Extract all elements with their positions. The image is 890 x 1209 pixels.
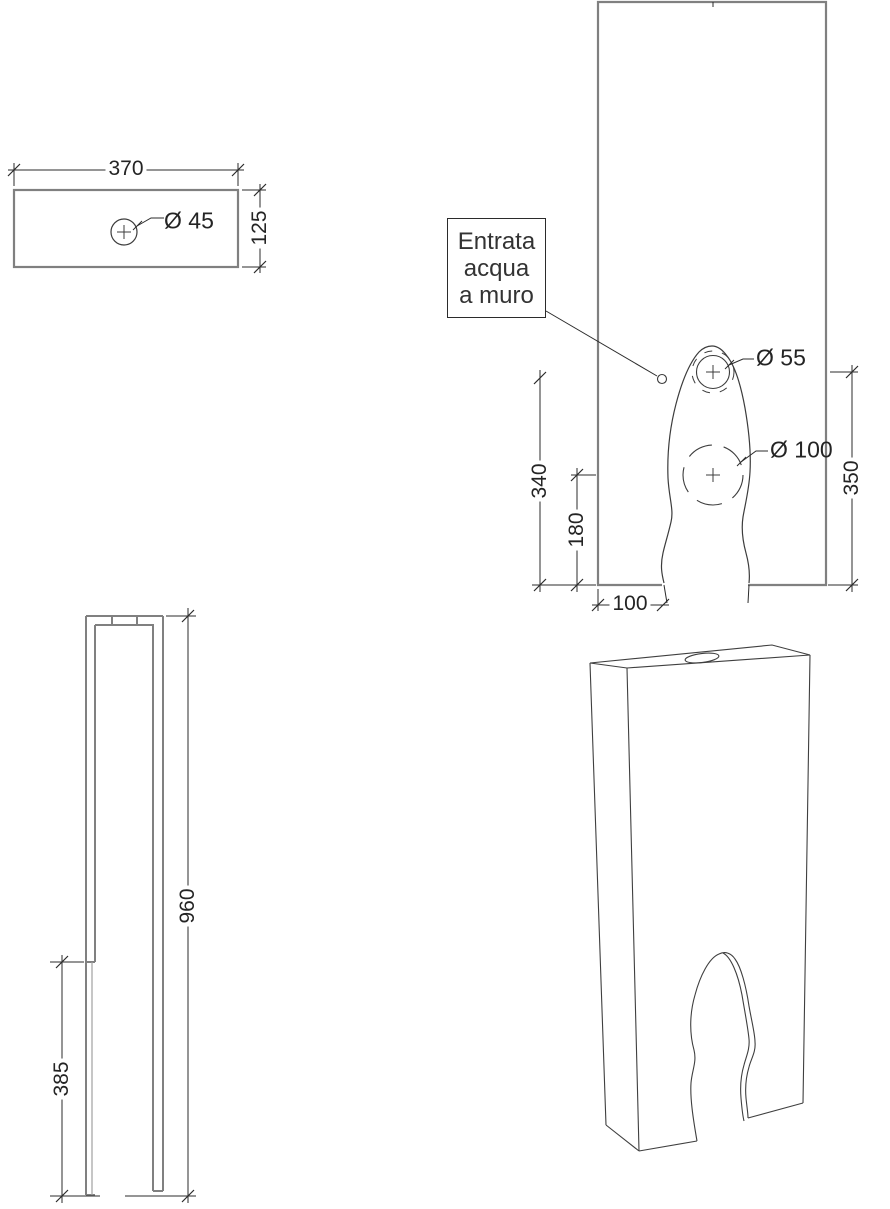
dim-350-label: 350 bbox=[840, 457, 864, 498]
iso-cutout-inner-edge bbox=[723, 953, 749, 1121]
iso-vertical-edges bbox=[590, 655, 810, 1151]
pipe-cutout-outline bbox=[661, 346, 750, 583]
iso-bottom-edges bbox=[606, 1103, 803, 1151]
side-view bbox=[50, 608, 196, 1203]
callout-line-1: Entrata bbox=[457, 227, 536, 255]
hole-55-label: Ø 55 bbox=[756, 344, 806, 371]
dim-340-label: 340 bbox=[528, 460, 552, 501]
dim-180-label: 180 bbox=[565, 509, 589, 550]
dim-125-label: 125 bbox=[248, 207, 272, 248]
callout-leader bbox=[546, 311, 657, 376]
hole-100-center-cross bbox=[706, 468, 720, 482]
hole-100-leader bbox=[741, 451, 768, 462]
dim-960-label: 960 bbox=[176, 885, 200, 926]
hole-45-label: Ø 45 bbox=[164, 207, 214, 234]
water-inlet-callout bbox=[447, 218, 546, 318]
isometric-view bbox=[590, 645, 810, 1151]
iso-cutout-outer-edge bbox=[691, 953, 755, 1141]
hole-100-label: Ø 100 bbox=[770, 436, 833, 463]
dim-370-label: 370 bbox=[105, 157, 146, 181]
dim-100-label: 100 bbox=[609, 592, 650, 616]
side-view-outline bbox=[86, 616, 163, 1195]
front-panel-outline bbox=[598, 2, 826, 585]
cutout-extension-lines bbox=[664, 585, 749, 603]
hole-55-center-cross bbox=[706, 365, 720, 379]
callout-line-2: acqua bbox=[463, 254, 530, 282]
water-inlet-point bbox=[658, 375, 667, 384]
iso-top-face bbox=[590, 645, 810, 668]
dim-385-label: 385 bbox=[50, 1058, 74, 1099]
callout-line-3: a muro bbox=[459, 281, 534, 309]
